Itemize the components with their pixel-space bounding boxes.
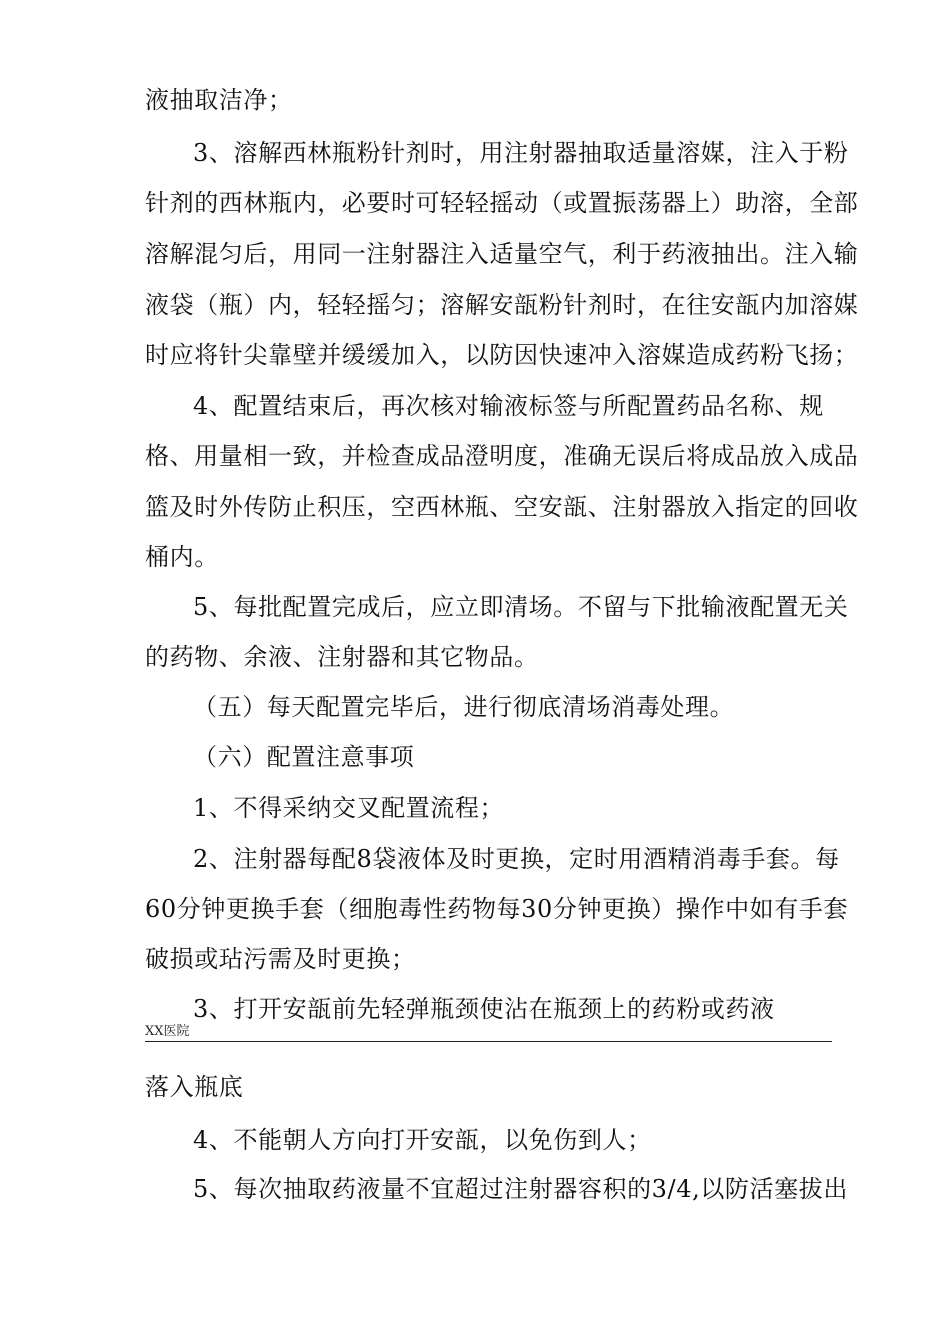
page-footer: XX医院 xyxy=(145,1024,190,1039)
text-line: 3、溶解西林瓶粉针剂时，用注射器抽取适量溶媒，注入于粉 xyxy=(193,139,849,167)
text-line: 破损或玷污需及时更换； xyxy=(145,945,416,973)
text-line: 液抽取洁净； xyxy=(145,86,293,114)
text-line: 2、注射器每配8袋液体及时更换，定时用酒精消毒手套。每 xyxy=(193,845,840,873)
text-line: 4、不能朝人方向打开安瓿，以免伤到人； xyxy=(193,1126,652,1154)
text-line: 3、打开安瓿前先轻弹瓶颈使沾在瓶颈上的药粉或药液 xyxy=(193,995,775,1023)
text-line: 5、每批配置完成后，应立即清场。不留与下批输液配置无关 xyxy=(193,593,849,621)
footer-divider xyxy=(145,1041,832,1042)
section-heading: （六）配置注意事项 xyxy=(193,743,415,771)
text-line: 60分钟更换手套（细胞毒性药物每30分钟更换）操作中如有手套 xyxy=(145,895,849,923)
section-heading: （五）每天配置完毕后，进行彻底清场消毒处理。 xyxy=(193,693,735,721)
text-line: 时应将针尖靠壁并缓缓加入，以防因快速冲入溶媒造成药粉飞扬； xyxy=(145,341,859,369)
text-line: 格、用量相一致，并检查成品澄明度，准确无误后将成品放入成品 xyxy=(145,442,859,470)
text-line: 落入瓶底 xyxy=(145,1073,244,1101)
text-line: 的药物、余液、注射器和其它物品。 xyxy=(145,643,539,671)
text-line: 溶解混匀后，用同一注射器注入适量空气，利于药液抽出。注入输 xyxy=(145,240,859,268)
text-line: 1、不得采纳交叉配置流程； xyxy=(193,794,505,822)
text-line: 针剂的西林瓶内，必要时可轻轻摇动（或置振荡器上）助溶，全部 xyxy=(145,189,859,217)
text-line: 篮及时外传防止积压，空西林瓶、空安瓿、注射器放入指定的回收 xyxy=(145,493,859,521)
text-line: 液袋（瓶）内，轻轻摇匀；溶解安瓿粉针剂时，在往安瓿内加溶媒 xyxy=(145,291,859,319)
text-line: 4、配置结束后，再次核对输液标签与所配置药品名称、规 xyxy=(193,392,824,420)
text-line: 5、每次抽取药液量不宜超过注射器容积的3/4,以防活塞拔出 xyxy=(193,1175,848,1203)
text-line: 桶内。 xyxy=(145,543,219,571)
